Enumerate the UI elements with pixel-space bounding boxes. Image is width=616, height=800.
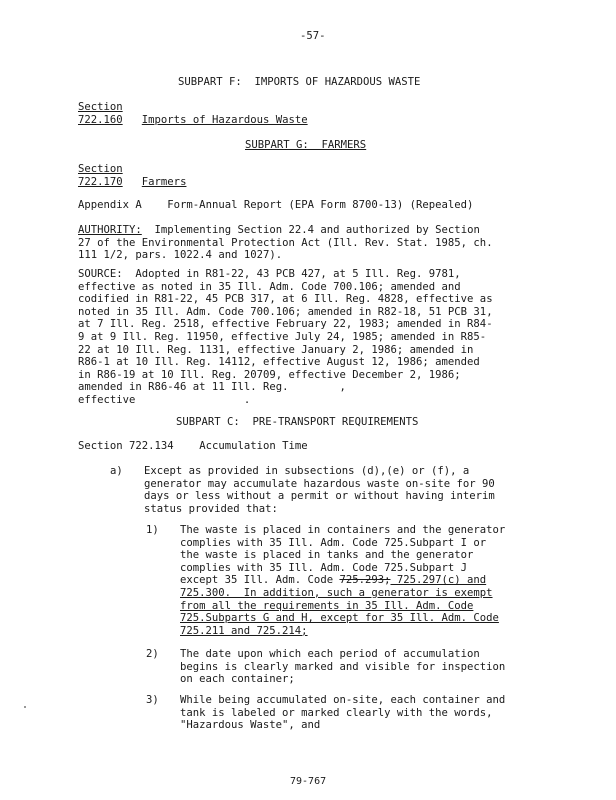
page-number: -57-	[300, 30, 326, 42]
item-line: the waste is placed in tanks and the generator	[180, 549, 474, 562]
authority-line: 27 of the Environmental Protection Act (Ill. Rev. Stat. 1985, ch.	[78, 236, 493, 249]
item-line: tank is labeled or marked clearly with the words,	[180, 706, 493, 719]
section-title: Accumulation Time	[199, 440, 308, 452]
section-number: 722.170	[78, 175, 123, 188]
para-line: status provided that:	[144, 502, 278, 515]
item-line: complies with 35 Ill. Adm. Code 725.Subpart I or	[180, 536, 487, 549]
scan-speck	[24, 706, 26, 708]
source-line: 9 at 9 Ill. Reg. 11950, effective July 24, 1985; amended in R85-	[78, 330, 487, 343]
authority-label: AUTHORITY:	[78, 224, 142, 236]
appendix-label: Appendix A	[78, 199, 142, 211]
item-1-text	[180, 524, 505, 637]
item-line: "Hazardous Waste", and	[180, 719, 321, 732]
section-title: Farmers	[141, 175, 187, 188]
section-722-160	[78, 101, 308, 126]
para-a-text	[144, 465, 495, 515]
source-line: amended in R86-46 at 11 Ill. Reg. ,	[78, 381, 346, 394]
appendix-a	[78, 199, 473, 212]
item-3-text	[180, 694, 505, 732]
source-line: 22 at 10 Ill. Reg. 1131, effective January 2, 1986; amended in	[78, 343, 474, 356]
source-line: R86-1 at 10 Ill. Reg. 14112, effective August 12, 1986; amended	[78, 356, 480, 369]
inserted-text: 725.297(c) and	[390, 574, 487, 587]
item-line: The date upon which each period of accumulation	[180, 648, 480, 660]
item-line: begins is clearly marked and visible for inspection	[180, 660, 506, 673]
footer-page-number: 79-767	[290, 776, 327, 787]
authority-line: Implementing Section 22.4 and authorized by Section	[154, 224, 480, 236]
inserted-line: 725.300. In addition, such a generator is exempt	[180, 586, 493, 599]
item-1-marker: 1)	[146, 524, 159, 536]
para-line: Except as provided in subsections (d),(e) or (f), a	[144, 465, 470, 477]
inserted-line: from all the requirements in 35 Ill. Adm. Code	[180, 599, 474, 612]
para-line: days or less without a permit or without having interim	[144, 490, 495, 503]
appendix-title: Form-Annual Report (EPA Form 8700-13) (Repealed)	[167, 199, 474, 211]
source-line: codified in R81-22, 45 PCB 317, at 6 Ill. Reg. 4828, effective as	[78, 293, 493, 306]
heading-subpart-f: SUBPART F: IMPORTS OF HAZARDOUS WASTE	[178, 76, 421, 88]
para-line: generator may accumulate hazardous waste on-site for 90	[144, 477, 495, 490]
item-line: While being accumulated on-site, each container and	[180, 694, 506, 706]
source-line: effective .	[78, 393, 251, 406]
item-line: on each container;	[180, 673, 295, 686]
para-a-marker: a)	[110, 465, 123, 477]
item-line: The waste is placed in containers and the generator	[180, 524, 506, 536]
item-line-prefix: except 35 Ill. Adm. Code	[180, 574, 340, 587]
section-722-170	[78, 163, 186, 188]
section-title: Imports of Hazardous Waste	[141, 113, 308, 126]
heading-subpart-g: SUBPART G: FARMERS	[245, 139, 367, 151]
item-2-text	[180, 648, 505, 686]
item-line: complies with 35 Ill. Adm. Code 725.Subpart J	[180, 561, 468, 574]
section-label: Section	[78, 101, 123, 113]
source-line: effective as noted in 35 Ill. Adm. Code 700.106; amended and	[78, 280, 461, 293]
heading-subpart-c: SUBPART C: PRE-TRANSPORT REQUIREMENTS	[176, 416, 419, 428]
section-label: Section 722.134	[78, 440, 174, 452]
source-line: in R86-19 at 10 Ill. Reg. 20709, effective December 2, 1986;	[78, 368, 461, 381]
authority-note	[78, 224, 493, 262]
inserted-line: 725.211 and 725.214;	[180, 624, 308, 637]
section-722-134	[78, 440, 308, 453]
item-3-marker: 3)	[146, 694, 159, 706]
item-2-marker: 2)	[146, 648, 159, 660]
struck-text: 725.293;	[339, 574, 391, 587]
authority-line: 111 1/2, pars. 1022.4 and 1027).	[78, 249, 283, 262]
source-line: SOURCE: Adopted in R81-22, 43 PCB 427, at 5 Ill. Reg. 9781,	[78, 268, 461, 280]
source-note	[78, 268, 493, 407]
section-label: Section	[78, 163, 123, 175]
inserted-line: 725.Subparts G and H, except for 35 Ill. Adm. Code	[180, 612, 499, 625]
section-number: 722.160	[78, 113, 123, 126]
source-line: noted in 35 Ill. Adm. Code 700.106; amended in R82-18, 51 PCB 31,	[78, 305, 493, 318]
source-line: at 7 Ill. Reg. 2518, effective February 22, 1983; amended in R84-	[78, 318, 493, 331]
